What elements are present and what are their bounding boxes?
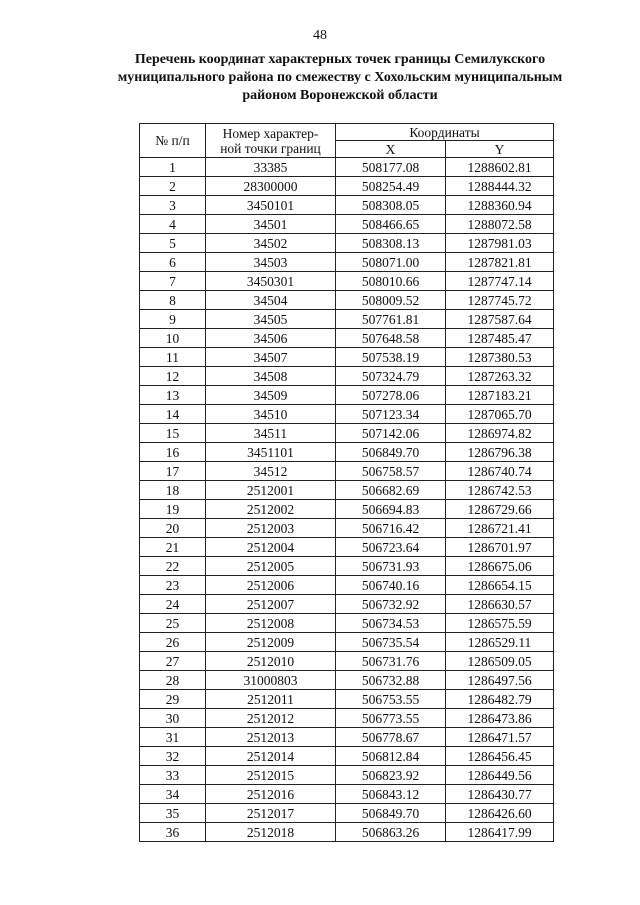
cell-point-number: 2512008 — [206, 614, 336, 633]
cell-y: 1286456.45 — [446, 747, 554, 766]
cell-x: 508308.05 — [336, 196, 446, 215]
cell-y: 1288072.58 — [446, 215, 554, 234]
cell-y: 1286796.38 — [446, 443, 554, 462]
cell-point-number: 2512014 — [206, 747, 336, 766]
cell-number: 12 — [140, 367, 206, 386]
cell-y: 1287981.03 — [446, 234, 554, 253]
cell-point-number: 34504 — [206, 291, 336, 310]
title-line-1: Перечень координат характерных точек границы Семилукского — [134, 52, 546, 67]
table-row — [140, 747, 554, 766]
cell-point-number: 28300000 — [206, 177, 336, 196]
cell-x: 508010.66 — [336, 272, 446, 291]
cell-x: 507142.06 — [336, 424, 446, 443]
cell-x: 507538.19 — [336, 348, 446, 367]
cell-y: 1286509.05 — [446, 652, 554, 671]
cell-number: 23 — [140, 576, 206, 595]
cell-y: 1286471.57 — [446, 728, 554, 747]
header-coordinates: Координаты — [336, 124, 554, 141]
table-row — [140, 272, 554, 291]
cell-point-number: 34510 — [206, 405, 336, 424]
document-title — [60, 51, 620, 105]
cell-point-number: 2512012 — [206, 709, 336, 728]
cell-point-number: 34505 — [206, 310, 336, 329]
cell-x: 506753.55 — [336, 690, 446, 709]
cell-number: 22 — [140, 557, 206, 576]
header-y: Y — [446, 141, 554, 158]
cell-x: 507278.06 — [336, 386, 446, 405]
cell-point-number: 34511 — [206, 424, 336, 443]
table-row — [140, 215, 554, 234]
table-row — [140, 633, 554, 652]
cell-number: 31 — [140, 728, 206, 747]
cell-x: 506694.83 — [336, 500, 446, 519]
table-row — [140, 367, 554, 386]
cell-number: 24 — [140, 595, 206, 614]
title-line-3: районом Воронежской области — [242, 88, 438, 103]
cell-number: 8 — [140, 291, 206, 310]
cell-number: 19 — [140, 500, 206, 519]
cell-x: 506849.70 — [336, 443, 446, 462]
cell-y: 1286740.74 — [446, 462, 554, 481]
cell-point-number: 34508 — [206, 367, 336, 386]
cell-x: 506758.57 — [336, 462, 446, 481]
cell-number: 25 — [140, 614, 206, 633]
cell-point-number: 3451101 — [206, 443, 336, 462]
cell-point-number: 34509 — [206, 386, 336, 405]
cell-number: 20 — [140, 519, 206, 538]
cell-y: 1286417.99 — [446, 823, 554, 842]
cell-point-number: 2512001 — [206, 481, 336, 500]
cell-x: 506734.53 — [336, 614, 446, 633]
cell-y: 1288602.81 — [446, 158, 554, 177]
cell-point-number: 2512006 — [206, 576, 336, 595]
header-number: № п/п — [140, 124, 206, 158]
cell-number: 35 — [140, 804, 206, 823]
cell-point-number: 2512007 — [206, 595, 336, 614]
cell-number: 4 — [140, 215, 206, 234]
cell-y: 1287485.47 — [446, 329, 554, 348]
cell-y: 1286654.15 — [446, 576, 554, 595]
table-row — [140, 329, 554, 348]
table-row — [140, 709, 554, 728]
cell-x: 506682.69 — [336, 481, 446, 500]
cell-point-number: 2512015 — [206, 766, 336, 785]
cell-y: 1286701.97 — [446, 538, 554, 557]
cell-point-number: 2512018 — [206, 823, 336, 842]
cell-point-number: 2512009 — [206, 633, 336, 652]
page-number: 48 — [313, 28, 327, 43]
cell-point-number: 33385 — [206, 158, 336, 177]
cell-point-number: 2512010 — [206, 652, 336, 671]
cell-x: 506723.64 — [336, 538, 446, 557]
cell-number: 27 — [140, 652, 206, 671]
cell-y: 1287747.14 — [446, 272, 554, 291]
table-row — [140, 557, 554, 576]
cell-number: 7 — [140, 272, 206, 291]
cell-x: 507648.58 — [336, 329, 446, 348]
table-body — [140, 158, 554, 842]
cell-x: 506773.55 — [336, 709, 446, 728]
cell-point-number: 2512005 — [206, 557, 336, 576]
cell-x: 506863.26 — [336, 823, 446, 842]
cell-y: 1286449.56 — [446, 766, 554, 785]
table-row — [140, 538, 554, 557]
cell-number: 13 — [140, 386, 206, 405]
cell-point-number: 3450301 — [206, 272, 336, 291]
cell-x: 506812.84 — [336, 747, 446, 766]
cell-y: 1286575.59 — [446, 614, 554, 633]
cell-y: 1286497.56 — [446, 671, 554, 690]
table-row — [140, 424, 554, 443]
coordinates-table — [139, 123, 554, 842]
cell-x: 506735.54 — [336, 633, 446, 652]
cell-y: 1286482.79 — [446, 690, 554, 709]
table-row — [140, 177, 554, 196]
cell-number: 5 — [140, 234, 206, 253]
cell-y: 1288444.32 — [446, 177, 554, 196]
table-row — [140, 519, 554, 538]
cell-x: 506732.88 — [336, 671, 446, 690]
cell-point-number: 2512004 — [206, 538, 336, 557]
table-row — [140, 766, 554, 785]
table-row — [140, 310, 554, 329]
header-point-number — [206, 124, 336, 158]
cell-y: 1286742.53 — [446, 481, 554, 500]
cell-y: 1286473.86 — [446, 709, 554, 728]
cell-number: 29 — [140, 690, 206, 709]
cell-y: 1286721.41 — [446, 519, 554, 538]
table-row — [140, 671, 554, 690]
cell-x: 506740.16 — [336, 576, 446, 595]
table-header-row — [140, 124, 554, 141]
table-row — [140, 481, 554, 500]
title-line-2: муниципального района по смежеству с Хохольским муниципальным — [117, 70, 563, 85]
cell-number: 3 — [140, 196, 206, 215]
table-row — [140, 253, 554, 272]
cell-number: 36 — [140, 823, 206, 842]
cell-x: 506731.76 — [336, 652, 446, 671]
cell-y: 1287380.53 — [446, 348, 554, 367]
cell-y: 1287183.21 — [446, 386, 554, 405]
cell-point-number: 34507 — [206, 348, 336, 367]
cell-x: 506843.12 — [336, 785, 446, 804]
cell-point-number: 34512 — [206, 462, 336, 481]
table-row — [140, 823, 554, 842]
cell-number: 10 — [140, 329, 206, 348]
cell-x: 508177.08 — [336, 158, 446, 177]
table-row — [140, 728, 554, 747]
cell-number: 11 — [140, 348, 206, 367]
cell-y: 1286974.82 — [446, 424, 554, 443]
cell-point-number: 34502 — [206, 234, 336, 253]
cell-y: 1286426.60 — [446, 804, 554, 823]
cell-x: 507123.34 — [336, 405, 446, 424]
cell-x: 506823.92 — [336, 766, 446, 785]
table-row — [140, 576, 554, 595]
cell-number: 32 — [140, 747, 206, 766]
header-point-line-2: ной точки границ — [220, 140, 321, 156]
cell-x: 506849.70 — [336, 804, 446, 823]
table-row — [140, 443, 554, 462]
cell-y: 1287821.81 — [446, 253, 554, 272]
cell-number: 9 — [140, 310, 206, 329]
table-row — [140, 462, 554, 481]
header-point-line-1: Номер характер- — [222, 125, 319, 141]
cell-y: 1287263.32 — [446, 367, 554, 386]
cell-point-number: 31000803 — [206, 671, 336, 690]
table-row — [140, 595, 554, 614]
cell-number: 15 — [140, 424, 206, 443]
table-row — [140, 500, 554, 519]
cell-x: 506731.93 — [336, 557, 446, 576]
cell-point-number: 2512013 — [206, 728, 336, 747]
cell-x: 506716.42 — [336, 519, 446, 538]
cell-y: 1286529.11 — [446, 633, 554, 652]
table-row — [140, 158, 554, 177]
header-x: X — [336, 141, 446, 158]
cell-point-number: 34503 — [206, 253, 336, 272]
cell-point-number: 3450101 — [206, 196, 336, 215]
cell-point-number: 2512011 — [206, 690, 336, 709]
cell-number: 14 — [140, 405, 206, 424]
cell-point-number: 2512002 — [206, 500, 336, 519]
cell-x: 506778.67 — [336, 728, 446, 747]
table-row — [140, 405, 554, 424]
cell-y: 1286430.77 — [446, 785, 554, 804]
cell-y: 1287587.64 — [446, 310, 554, 329]
cell-number: 17 — [140, 462, 206, 481]
cell-x: 507324.79 — [336, 367, 446, 386]
table-row — [140, 291, 554, 310]
cell-x: 508009.52 — [336, 291, 446, 310]
cell-point-number: 34501 — [206, 215, 336, 234]
cell-point-number: 34506 — [206, 329, 336, 348]
table-row — [140, 804, 554, 823]
cell-x: 508308.13 — [336, 234, 446, 253]
table-row — [140, 386, 554, 405]
cell-number: 16 — [140, 443, 206, 462]
cell-x: 508254.49 — [336, 177, 446, 196]
cell-number: 33 — [140, 766, 206, 785]
table-row — [140, 196, 554, 215]
cell-number: 26 — [140, 633, 206, 652]
cell-y: 1287065.70 — [446, 405, 554, 424]
cell-number: 21 — [140, 538, 206, 557]
table-row — [140, 785, 554, 804]
cell-point-number: 2512016 — [206, 785, 336, 804]
cell-x: 508071.00 — [336, 253, 446, 272]
table-row — [140, 690, 554, 709]
table-row — [140, 652, 554, 671]
cell-point-number: 2512017 — [206, 804, 336, 823]
cell-y: 1286675.06 — [446, 557, 554, 576]
cell-number: 2 — [140, 177, 206, 196]
cell-x: 507761.81 — [336, 310, 446, 329]
cell-number: 1 — [140, 158, 206, 177]
table-row — [140, 234, 554, 253]
cell-y: 1286729.66 — [446, 500, 554, 519]
cell-x: 508466.65 — [336, 215, 446, 234]
cell-number: 30 — [140, 709, 206, 728]
cell-number: 28 — [140, 671, 206, 690]
cell-y: 1286630.57 — [446, 595, 554, 614]
cell-number: 34 — [140, 785, 206, 804]
cell-number: 6 — [140, 253, 206, 272]
table-row — [140, 614, 554, 633]
cell-number: 18 — [140, 481, 206, 500]
table-row — [140, 348, 554, 367]
cell-x: 506732.92 — [336, 595, 446, 614]
cell-point-number: 2512003 — [206, 519, 336, 538]
cell-y: 1288360.94 — [446, 196, 554, 215]
cell-y: 1287745.72 — [446, 291, 554, 310]
